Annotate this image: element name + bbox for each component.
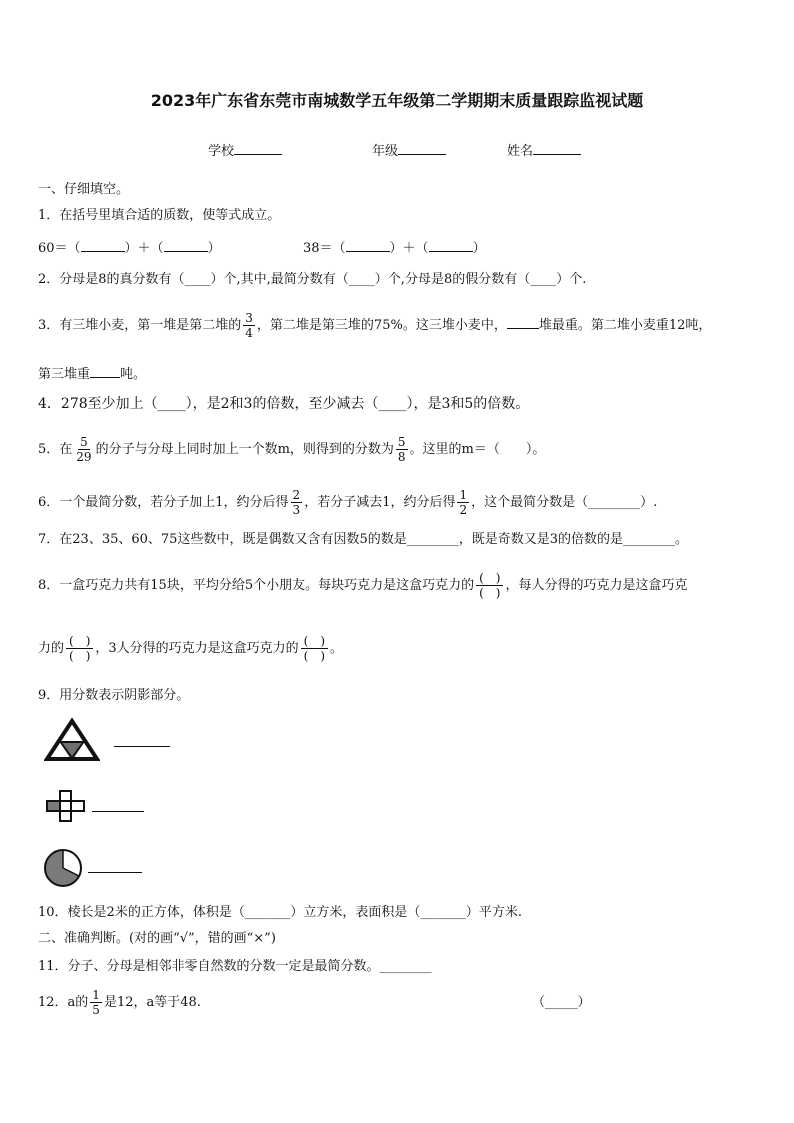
question-2: 2．分母是8的真分数有（____）个,其中,最简分数有（____）个,分母是8的假分数有（____）个. — [38, 272, 587, 287]
question-10: 10．棱长是2米的正方体，体积是（_______）立方米，表面积是（_______）平方米. — [38, 905, 522, 920]
answer-blank[interactable] — [88, 859, 142, 873]
fraction: $\frac{3}{4}$ — [245, 311, 253, 340]
section-1-heading: 一、仔细填空。 — [38, 182, 130, 197]
grade-label: 年级 — [372, 144, 399, 159]
grade-field — [372, 140, 446, 159]
fraction-blank[interactable]: ( ) ( ) — [301, 634, 328, 663]
fraction: $\frac{5}{29}$ — [76, 435, 92, 464]
question-9: 9．用分数表示阴影部分。 — [38, 688, 190, 703]
question-1-equation-a: 60＝（ ）＋（ ） — [38, 238, 221, 258]
question-12: 12．a的 $\frac{1}{5}$ 是12，a等于48. — [38, 988, 201, 1017]
question-3: 3．有三堆小麦，第一堆是第二堆的 $\frac{3}{4}$ ，第二堆是第三堆的75%。这三堆小麦中， 堆最重。第二堆小麦重12吨， — [38, 311, 712, 340]
circle-sector-figure — [42, 848, 84, 888]
answer-blank[interactable] — [164, 238, 208, 252]
answer-blank[interactable] — [114, 733, 170, 747]
question-1-equation-b: 38＝（ ）＋（ ） — [303, 238, 486, 258]
school-field — [208, 140, 282, 159]
triangle-figure — [44, 718, 100, 762]
answer-blank[interactable] — [92, 798, 144, 812]
question-8: 8．一盒巧克力共有15块，平均分给5个小朋友。每块巧克力是这盒巧克力的 ( ) ( ) ，每人分得的巧克力是这盒巧克 — [38, 571, 688, 600]
fraction-blank[interactable]: ( ) ( ) — [476, 571, 503, 600]
answer-blank[interactable] — [81, 238, 125, 252]
question-1: 1．在括号里填合适的质数，使等式成立。 — [38, 208, 281, 223]
fraction: $\frac{1}{5}$ — [92, 988, 100, 1017]
question-5: 5．在 $\frac{5}{29}$ 的分子与分母上同时加上一个数m，则得到的分数为 $\frac{5}{8}$ 。这里的m＝（ ）。 — [38, 435, 546, 464]
answer-blank[interactable] — [429, 238, 473, 252]
question-7: 7．在23、35、60、75这些数中，既是偶数又含有因数5的数是________，既是奇数又是3的倍数的是________。 — [38, 532, 688, 547]
question-12-answer[interactable]: （_____） — [532, 995, 591, 1010]
answer-blank[interactable] — [90, 364, 120, 378]
page-title: 2023年广东省东莞市南城数学五年级第二学期期末质量跟踪监视试题 — [150, 91, 644, 110]
school-label: 学校 — [208, 144, 235, 159]
grade-blank[interactable] — [398, 141, 446, 155]
fraction: $\frac{1}{2}$ — [459, 488, 468, 517]
fraction: $\frac{5}{8}$ — [397, 435, 406, 464]
name-label: 姓名 — [507, 144, 534, 159]
answer-blank[interactable] — [346, 238, 390, 252]
fraction: $\frac{2}{3}$ — [292, 488, 301, 517]
name-blank[interactable] — [533, 141, 581, 155]
name-field — [507, 140, 581, 159]
section-2-heading: 二、准确判断。(对的画“√”，错的画“×”) — [38, 931, 276, 946]
answer-blank[interactable] — [507, 315, 539, 329]
question-4: 4．278至少加上（____），是2和3的倍数，至少减去（____），是3和5的倍数。 — [38, 396, 530, 412]
question-11: 11．分子、分母是相邻非零自然数的分数一定是最简分数。________ — [38, 959, 432, 974]
question-6: 6．一个最简分数，若分子加上1，约分后得 $\frac{2}{3}$ ，若分子减去1，约分后得 $\frac{1}{2}$ ，这个最简分数是（________）. — [38, 488, 658, 517]
cross-squares-figure — [44, 790, 88, 822]
question-8-continued: 力的 ( ) ( ) ，3人分得的巧克力是这盒巧克力的 ( ) ( ) 。 — [38, 634, 344, 663]
fraction-blank[interactable]: ( ) ( ) — [66, 634, 93, 663]
question-3-continued: 第三堆重 吨。 — [38, 364, 146, 384]
school-blank[interactable] — [234, 141, 282, 155]
